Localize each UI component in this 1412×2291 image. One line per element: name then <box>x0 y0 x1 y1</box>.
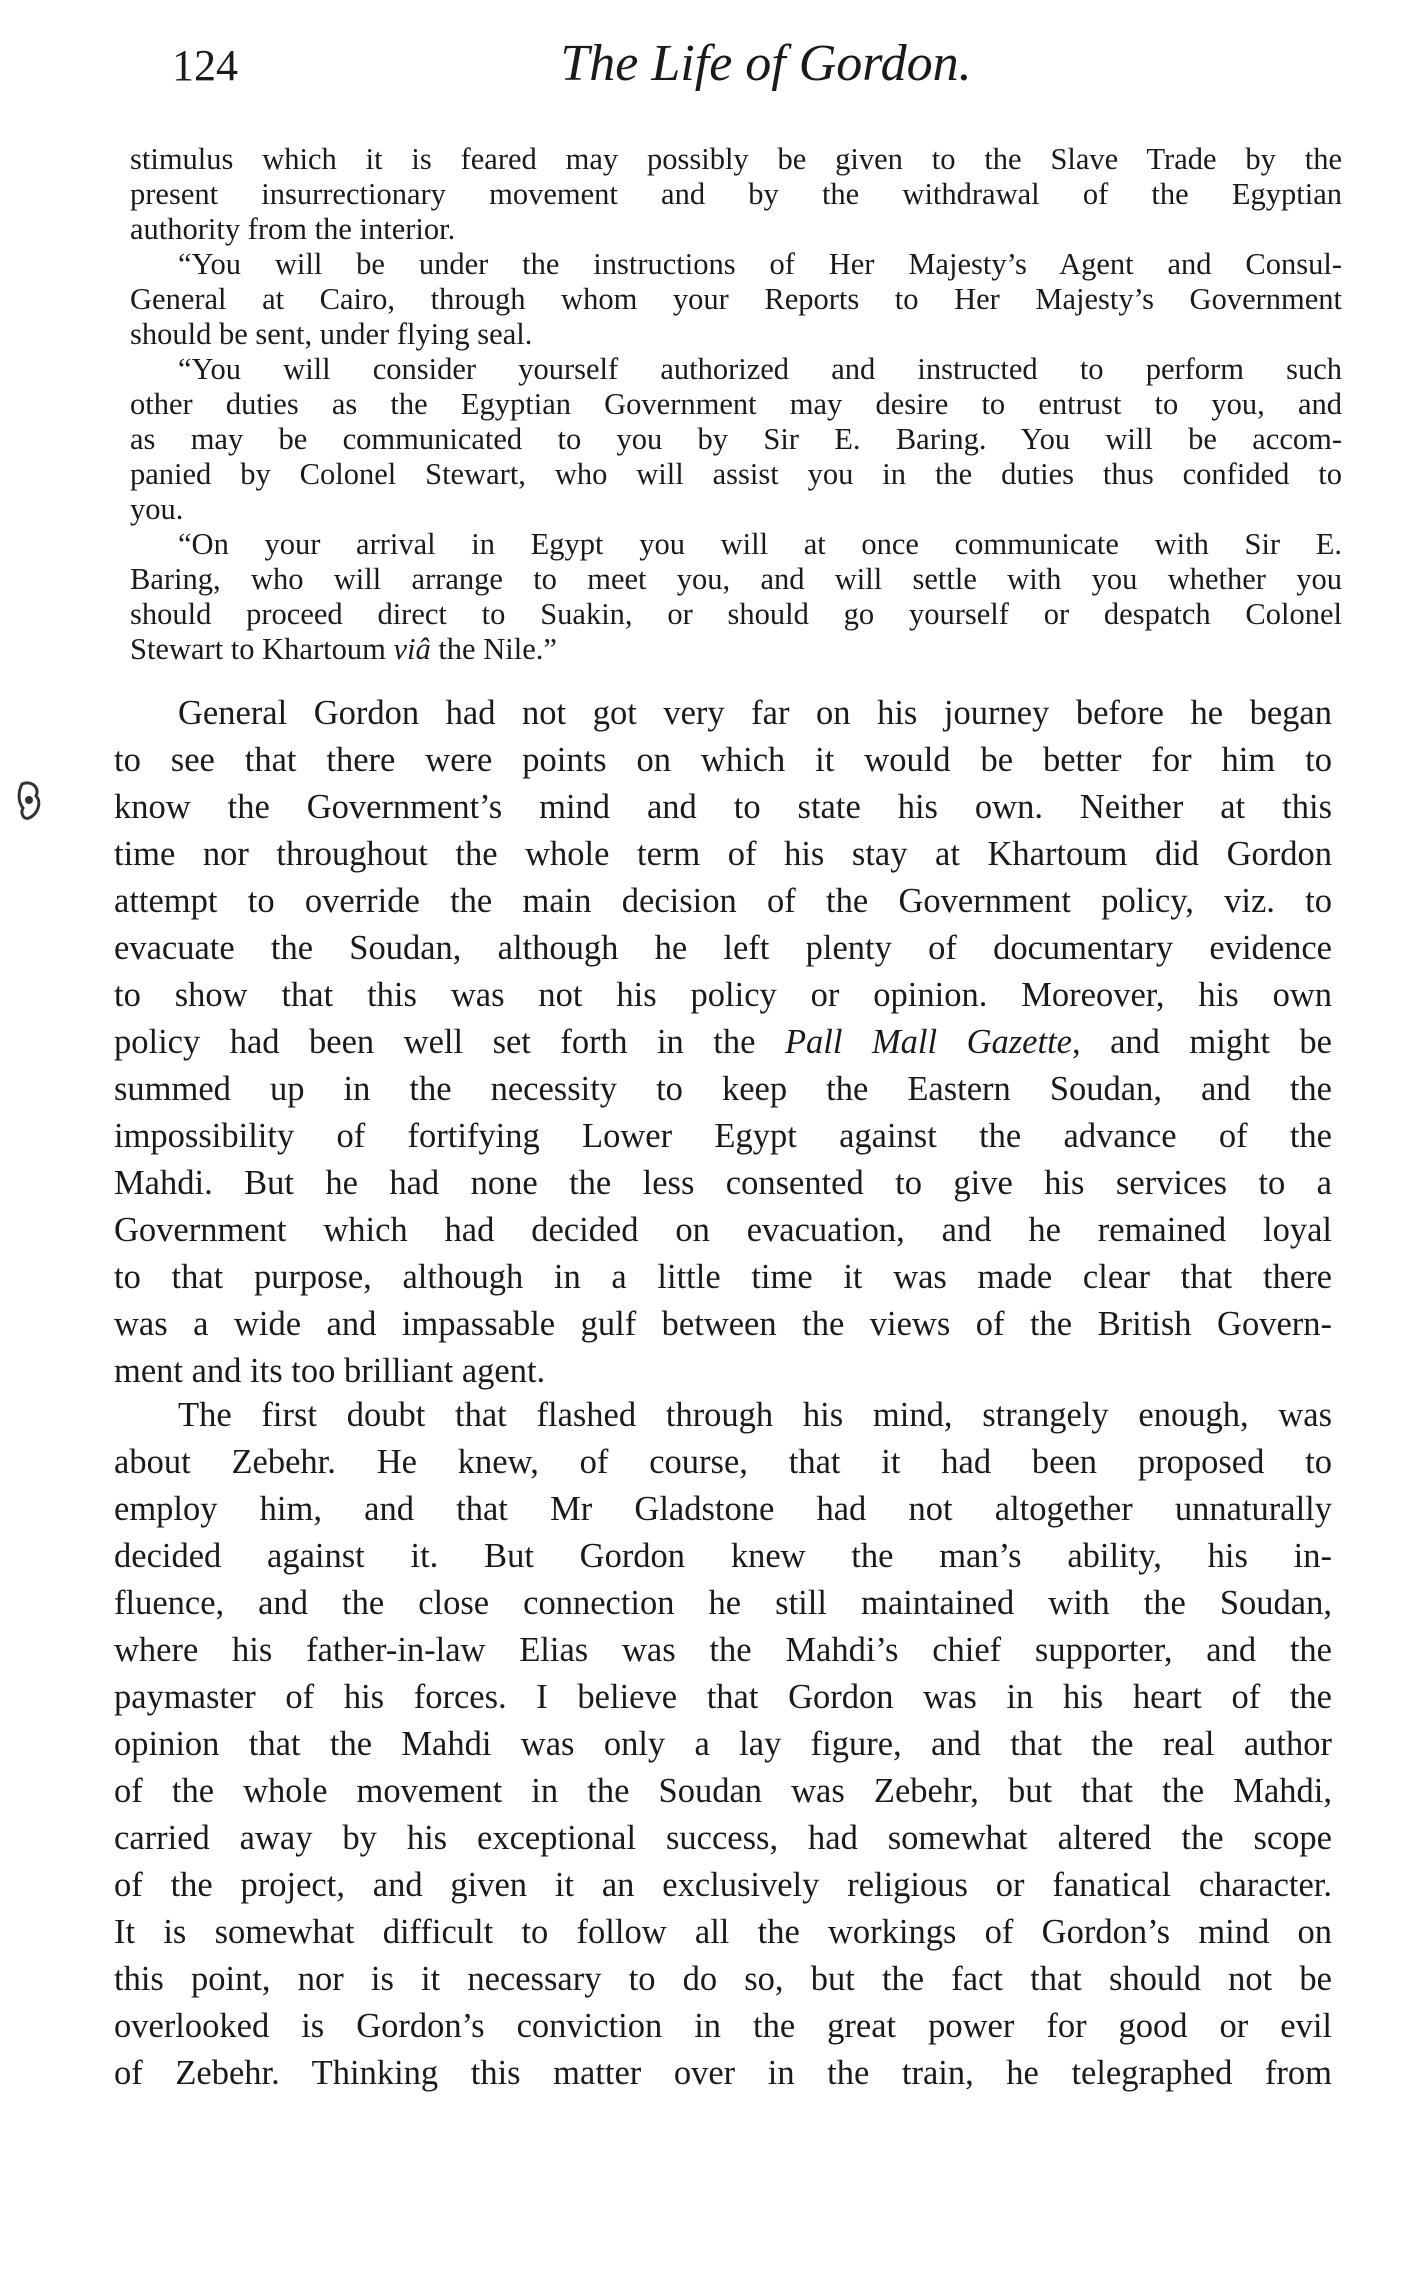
text-line: General Gordon had not got very far on his journey before he began <box>178 694 1332 732</box>
text-line: where his father-in-law Elias was the Mahdi’s chief supporter, and the <box>114 1631 1332 1669</box>
quoted-instructions <box>130 142 1342 667</box>
running-title: The Life of Gordon. <box>560 35 972 92</box>
text-line: authority from the interior. <box>130 212 456 246</box>
text-line: to that purpose, although in a little time it was made clear that there <box>114 1258 1332 1296</box>
text-line: of the project, and given it an exclusively religious or fanatical character. <box>114 1866 1332 1904</box>
text-line: you. <box>130 492 184 526</box>
text-line: carried away by his exceptional success, had somewhat altered the scope <box>114 1819 1332 1857</box>
text-line: “You will be under the instructions of Her Majesty’s Agent and Consul- <box>178 247 1342 281</box>
page-number: 124 <box>172 41 238 90</box>
text-line: decided against it. But Gordon knew the man’s ability, his in- <box>114 1537 1332 1575</box>
italic-phrase: viâ <box>393 632 431 666</box>
text-line: General at Cairo, through whom your Reports to Her Majesty’s Government <box>130 282 1342 316</box>
text-line: time nor throughout the whole term of his stay at Khartoum did Gordon <box>114 835 1332 873</box>
text-line: The first doubt that flashed through his mind, strangely enough, was <box>178 1396 1332 1434</box>
text-line: as may be communicated to you by Sir E. Baring. You will be accom- <box>130 422 1342 456</box>
text-line: “On your arrival in Egypt you will at once communicate with Sir E. <box>178 527 1342 561</box>
paragraph-1 <box>114 690 1332 1395</box>
text-line: know the Government’s mind and to state his own. Neither at this <box>114 788 1332 826</box>
paragraph-2 <box>114 1392 1332 2097</box>
text-line: impossibility of fortifying Lower Egypt against the advance of the <box>114 1117 1332 1155</box>
text-line: this point, nor is it necessary to do so, but the fact that should not be <box>114 1960 1332 1998</box>
text-line: “You will consider yourself authorized and instructed to perform such <box>178 352 1342 386</box>
text-line: Baring, who will arrange to meet you, and will settle with you whether you <box>130 562 1342 596</box>
text-line: should be sent, under flying seal. <box>130 317 533 351</box>
text-line: paymaster of his forces. I believe that Gordon was in his heart of the <box>114 1678 1332 1716</box>
text-line: about Zebehr. He knew, of course, that it had been proposed to <box>114 1443 1332 1481</box>
text-line: employ him, and that Mr Gladstone had not altogether unnaturally <box>114 1490 1332 1528</box>
text-line: Stewart to Khartoum viâ the Nile.” <box>130 632 557 666</box>
text-line: evacuate the Soudan, although he left plenty of documentary evidence <box>114 929 1332 967</box>
text-line: of Zebehr. Thinking this matter over in the train, he telegraphed from <box>114 2054 1332 2092</box>
text-line: other duties as the Egyptian Government may desire to entrust to you, and <box>130 387 1342 421</box>
text-line: attempt to override the main decision of the Government policy, viz. to <box>114 882 1332 920</box>
text-line: to see that there were points on which it would be better for him to <box>114 741 1332 779</box>
text-line: stimulus which it is feared may possibly be given to the Slave Trade by the <box>130 142 1342 176</box>
text-line: summed up in the necessity to keep the Eastern Soudan, and the <box>114 1070 1332 1108</box>
text-line: panied by Colonel Stewart, who will assist you in the duties thus confided to <box>130 457 1342 491</box>
text-line: to show that this was not his policy or opinion. Moreover, his own <box>114 976 1332 1014</box>
text-line: opinion that the Mahdi was only a lay figure, and that the real author <box>114 1725 1332 1763</box>
text-line: fluence, and the close connection he still maintained with the Soudan, <box>114 1584 1332 1622</box>
text-line: ment and its too brilliant agent. <box>114 1352 546 1390</box>
text-line: should proceed direct to Suakin, or should go yourself or despatch Colonel <box>130 597 1342 631</box>
text-line: Government which had decided on evacuation, and he remained loyal <box>114 1211 1332 1249</box>
text-line: present insurrectionary movement and by the withdrawal of the Egyptian <box>130 177 1342 211</box>
text-line: of the whole movement in the Soudan was Zebehr, but that the Mahdi, <box>114 1772 1332 1810</box>
margin-ornament-icon <box>14 780 44 822</box>
text-line: was a wide and impassable gulf between the views of the British Govern- <box>114 1305 1332 1343</box>
text-line: It is somewhat difficult to follow all the workings of Gordon’s mind on <box>114 1913 1332 1951</box>
text-line: policy had been well set forth in the Pall Mall Gazette, and might be <box>114 1023 1332 1061</box>
text-line: Mahdi. But he had none the less consented to give his services to a <box>114 1164 1332 1202</box>
text-line: overlooked is Gordon’s conviction in the great power for good or evil <box>114 2007 1332 2045</box>
italic-phrase: Pall Mall Gazette <box>784 1023 1072 1061</box>
